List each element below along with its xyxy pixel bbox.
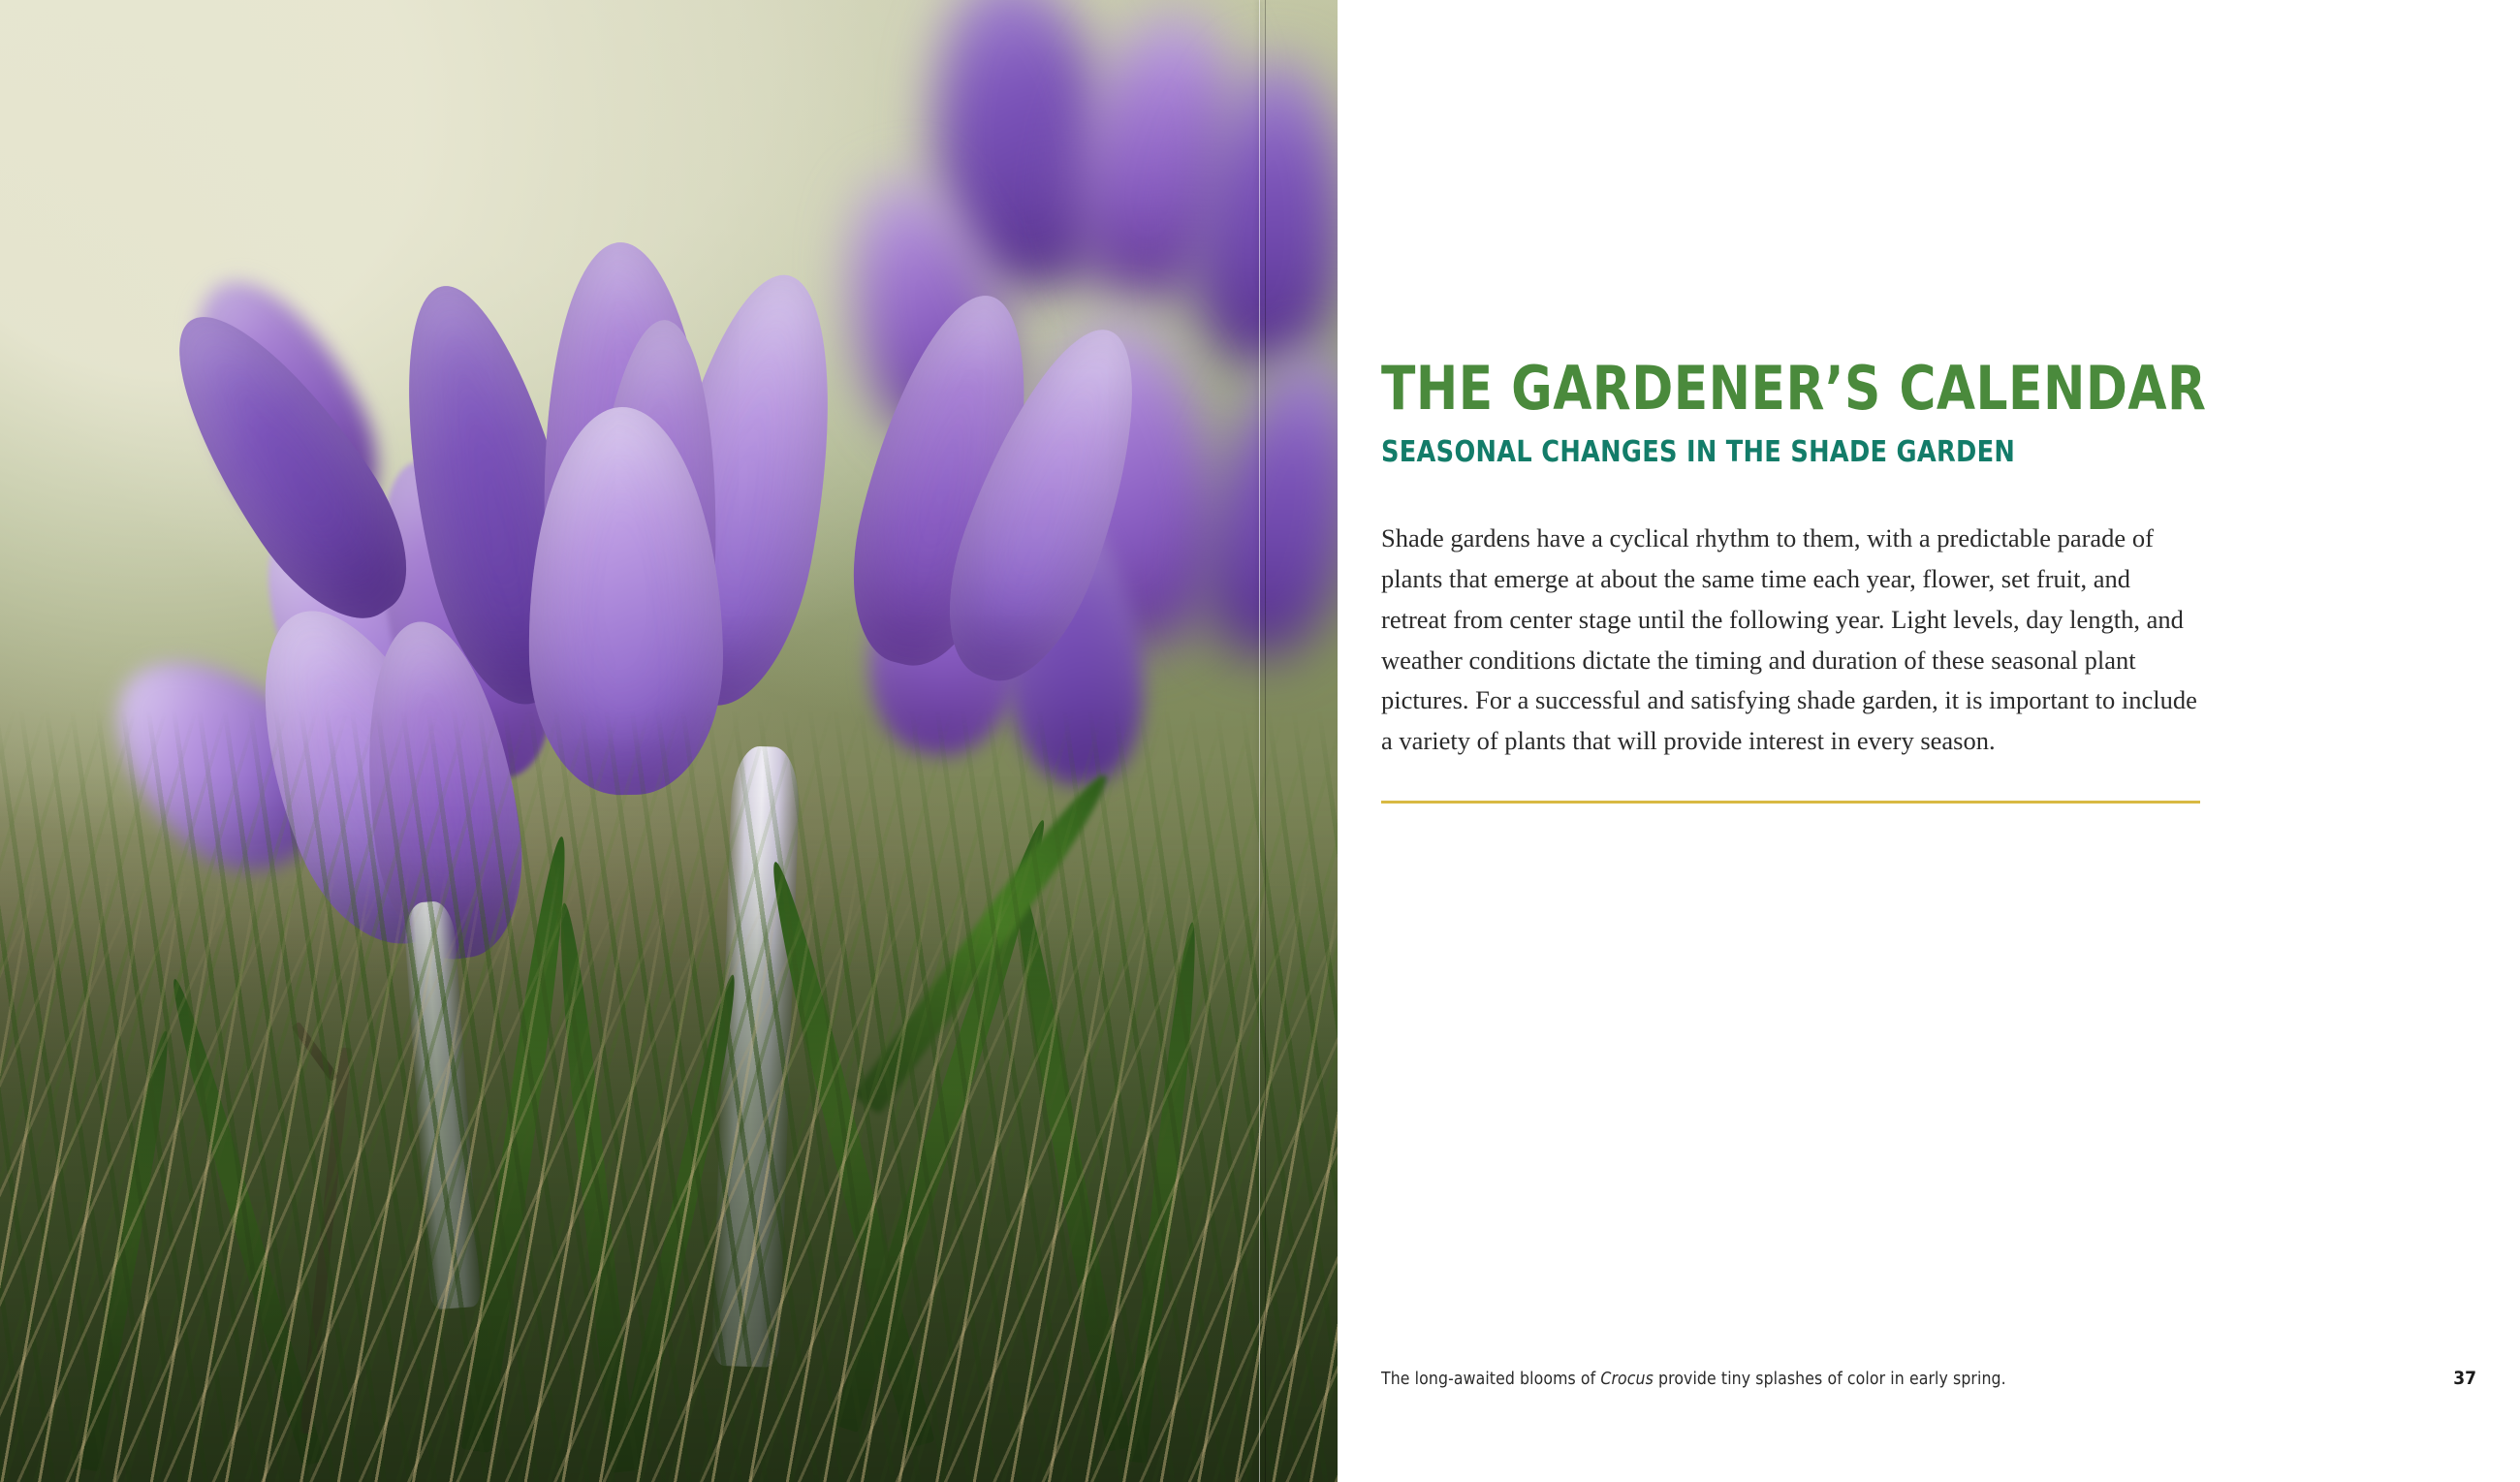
caption-text-before: The long-awaited blooms of [1381,1370,1601,1389]
caption-genus-name: Crocus [1600,1370,1654,1389]
photo-caption [1381,1370,2006,1389]
body-paragraph: Shade gardens have a cyclical rhythm to them, with a predictable parade of plants that emerge at about the same time each year, flower, set fruit, and retreat from center stage until the following year. Light levels, day length, and weather conditions dictate the timing and duration of these seasonal plant pictures. For a successful and satisfying shade garden, it is important to include a variety of plants that will provide interest in every season. [1381,523,2197,756]
page-number: 37 [2453,1368,2476,1389]
right-page-text [1338,0,2520,1482]
page-subtitle: SEASONAL CHANGES IN THE SHADE GARDEN [1381,435,2016,469]
page-fold-line [1259,0,1260,1482]
gold-divider [1381,801,2200,804]
caption-row [1381,1368,2476,1389]
page-gutter-line [1265,0,1266,1482]
page-title: THE GARDENER’S CALENDAR [1381,353,2207,424]
chapter-opener [1381,353,2207,804]
caption-text-after: provide tiny splashes of color in early spring. [1653,1370,2006,1389]
